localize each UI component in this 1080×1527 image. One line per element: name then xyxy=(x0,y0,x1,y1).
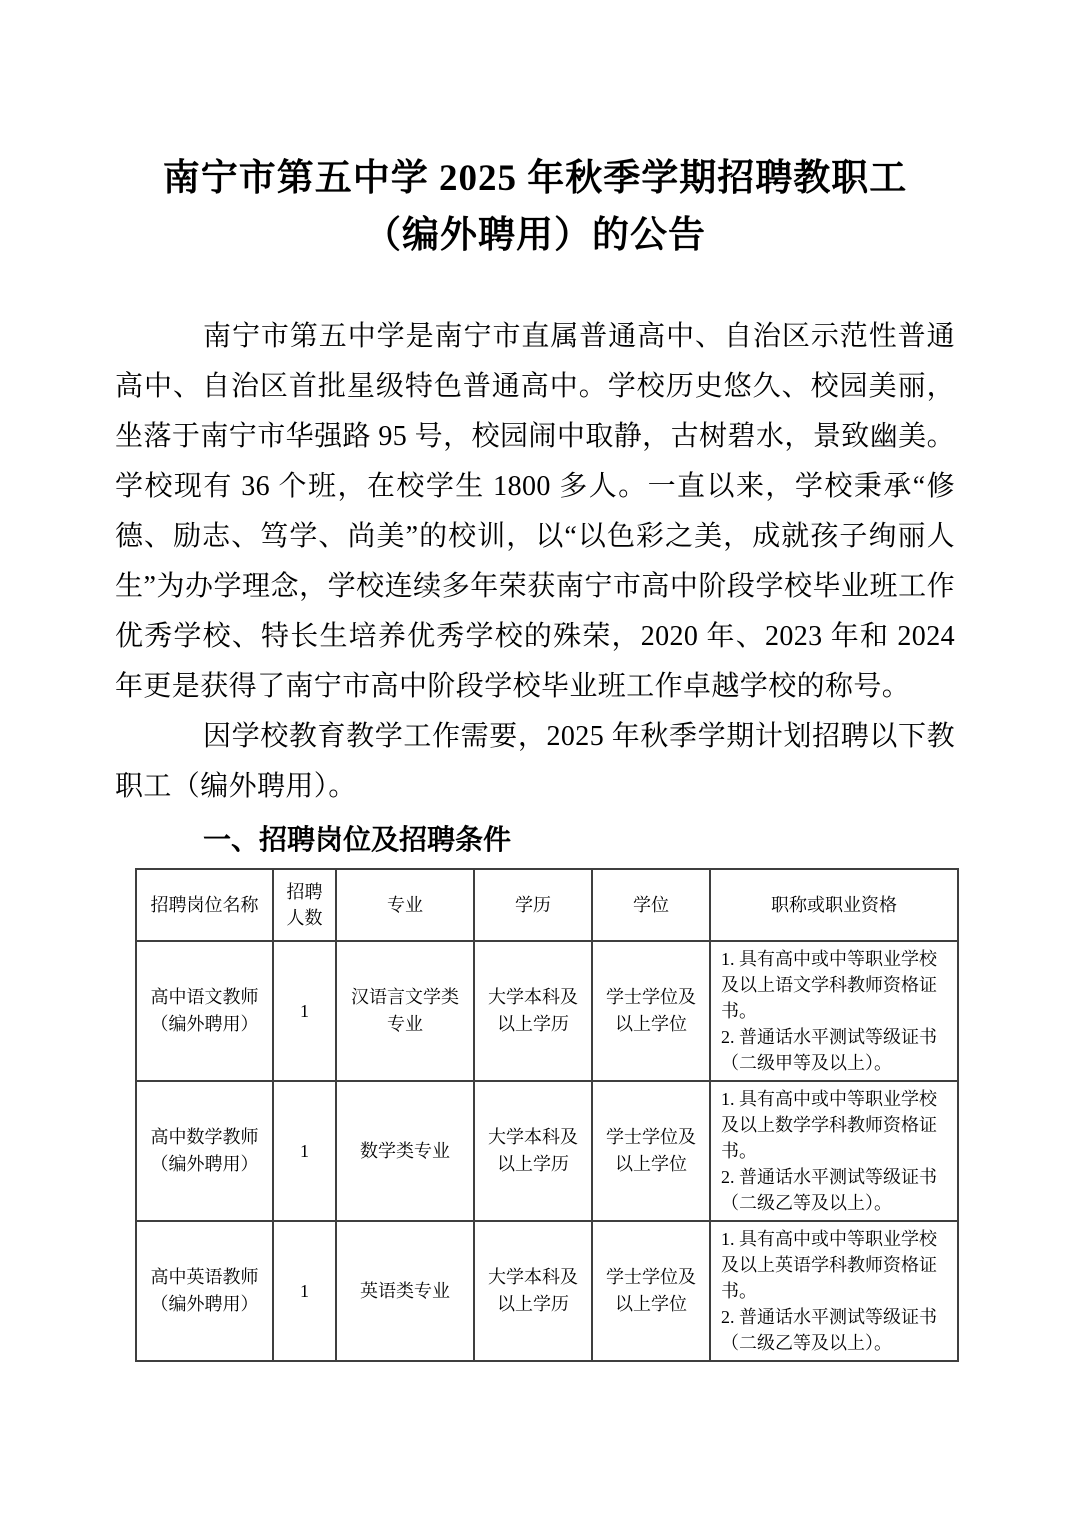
header-education: 学历 xyxy=(474,869,592,941)
qualification-cell xyxy=(710,1221,958,1361)
degree-cell: 学士学位及以上学位 xyxy=(592,1221,710,1361)
table-row-math-teacher xyxy=(136,1081,958,1221)
position-cell: 高中数学教师（编外聘用） xyxy=(136,1081,273,1221)
title-line-1: 南宁市第五中学 2025 年秋季学期招聘教职工 xyxy=(162,158,908,199)
count-cell: 1 xyxy=(273,1221,336,1361)
degree-cell: 学士学位及以上学位 xyxy=(592,1081,710,1221)
qualification-cell xyxy=(710,1081,958,1221)
header-qualification: 职称或职业资格 xyxy=(710,869,958,941)
recruitment-table xyxy=(135,868,959,1362)
education-cell: 大学本科及以上学历 xyxy=(474,941,592,1081)
document-title xyxy=(115,150,955,264)
position-cell: 高中英语教师（编外聘用） xyxy=(136,1221,273,1361)
qualification-item-1: 1. 具有高中或中等职业学校及以上语文学科教师资格证书。 xyxy=(721,949,937,1021)
qualification-item-1: 1. 具有高中或中等职业学校及以上数学学科教师资格证书。 xyxy=(721,1089,937,1161)
qualification-item-2: 2. 普通话水平测试等级证书（二级甲等及以上）。 xyxy=(721,1027,937,1073)
title-line-2: （编外聘用）的公告 xyxy=(364,215,706,256)
major-cell: 汉语言文学类专业 xyxy=(336,941,474,1081)
table-row-chinese-teacher xyxy=(136,941,958,1081)
section-heading: 一、招聘岗位及招聘条件 xyxy=(203,824,512,855)
qualification-cell xyxy=(710,941,958,1081)
header-position: 招聘岗位名称 xyxy=(136,869,273,941)
education-cell: 大学本科及以上学历 xyxy=(474,1081,592,1221)
table-header-row xyxy=(136,869,958,941)
header-degree: 学位 xyxy=(592,869,710,941)
qualification-item-1: 1. 具有高中或中等职业学校及以上英语学科教师资格证书。 xyxy=(721,1229,937,1301)
education-cell: 大学本科及以上学历 xyxy=(474,1221,592,1361)
position-cell: 高中语文教师（编外聘用） xyxy=(136,941,273,1081)
qualification-item-2: 2. 普通话水平测试等级证书（二级乙等及以上）。 xyxy=(721,1307,937,1353)
degree-cell: 学士学位及以上学位 xyxy=(592,941,710,1081)
intro-paragraph: 南宁市第五中学是南宁市直属普通高中、自治区示范性普通高中、自治区首批星级特色普通高中。学校历史悠久、校园美丽，坐落于南宁市华强路 95 号，校园闹中取静，古树碧水，景致幽美。学校现有 36 个班，在校学生 1800 多人。一直以来，学校秉承“修德、励志、笃学、尚美”的校训，以“以色彩之美，成就孩子绚丽人生”为办学理念，学校连续多年荣获南宁市高中阶段学校毕业班工作优秀学校、特长生培养优秀学校的殊荣，2020 年、2023 年和 2024 年更是获得了南宁市高中阶段学校毕业班工作卓越学校的称号。 xyxy=(115,321,955,702)
table-row-english-teacher xyxy=(136,1221,958,1361)
count-cell: 1 xyxy=(273,941,336,1081)
major-cell: 英语类专业 xyxy=(336,1221,474,1361)
count-cell: 1 xyxy=(273,1081,336,1221)
header-count: 招聘人数 xyxy=(273,869,336,941)
major-cell: 数学类专业 xyxy=(336,1081,474,1221)
header-major: 专业 xyxy=(336,869,474,941)
recruitment-plan-paragraph: 因学校教育教学工作需要，2025 年秋季学期计划招聘以下教职工（编外聘用）。 xyxy=(115,721,955,802)
qualification-item-2: 2. 普通话水平测试等级证书（二级乙等及以上）。 xyxy=(721,1167,937,1213)
